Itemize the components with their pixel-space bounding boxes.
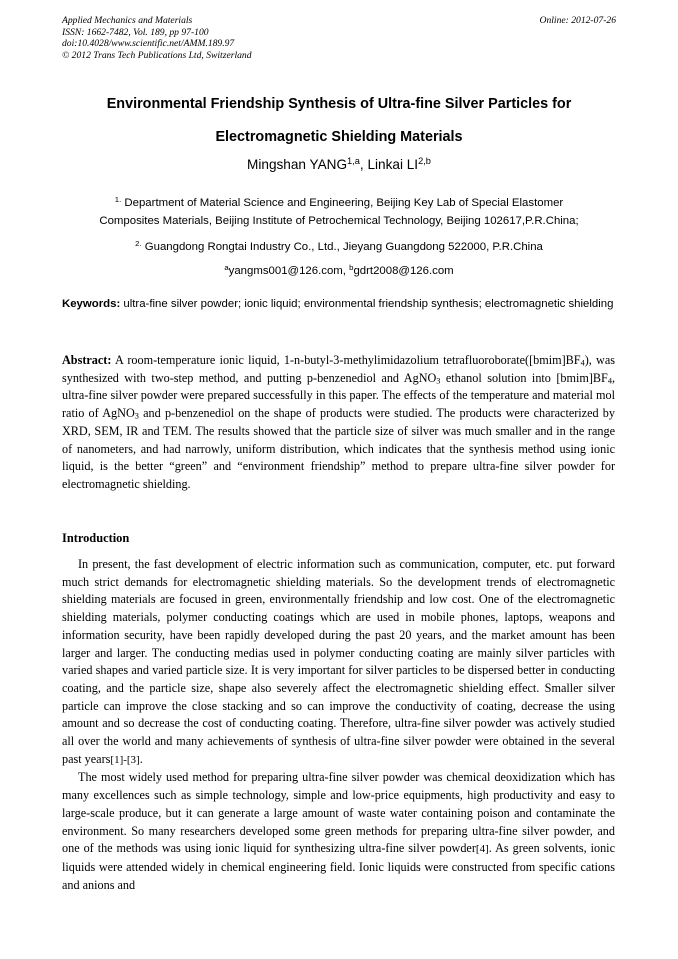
intro-paragraph-1 (62, 556, 615, 769)
email-line (58, 262, 620, 280)
abstract-sub-1: 4 (580, 358, 585, 368)
intro-paragraph-2-continued: . As green solvents, ionic liquids were attended widely in chemical engineering field. Ionic liquids were constructed from specific cations and anions and (62, 841, 615, 892)
keywords-text: ultra-fine silver powder; ionic liquid; environmental friendship synthesis; electromagnetic shielding (120, 298, 614, 310)
email-b: gdrt2008@126.com (353, 265, 454, 277)
author-separator: , (359, 157, 368, 172)
affiliation-1 (58, 194, 620, 230)
author-1-name: Mingshan YANG (247, 157, 348, 172)
title-line-2: Electromagnetic Shielding Materials (215, 129, 463, 145)
abstract-label: Abstract: (62, 353, 112, 367)
keywords-block (62, 296, 615, 313)
author-list (40, 156, 638, 174)
intro-paragraph-2 (62, 769, 615, 894)
introduction-body (62, 556, 615, 894)
abstract-text-5: and p-benzenediol on the shape of products were studied. The products were characterized by XRD, SEM, IR and TEM. The results showed that the particle size of silver was much smaller and in the range of nanometers, and had narrowly, uniform distribution, which indicates that the synthesis method using ionic liquid, is the better “green” and “environment friendship” method to prepare ultra-fine silver powder for electromagnetic shielding. (62, 406, 615, 491)
author-1-affil-mark: 1,a (347, 155, 360, 166)
keywords-label: Keywords: (62, 298, 121, 310)
intro-paragraph-1-end: . (139, 751, 143, 766)
affiliation-2-mark: 2. (135, 238, 142, 248)
online-date: Online: 2012-07-26 (539, 15, 616, 26)
paper-title (40, 88, 638, 154)
abstract-sub-3: 4 (607, 376, 612, 386)
intro-paragraph-2-text: The most widely used method for preparing ultra-fine silver powder was chemical deoxidization which has many excellences such as simple technology, simple and low-price equipments, high productivity and easy to large-scale produce, but it can generate a large amount of waste water containing poison and contaminate the environment. So many researchers developed some green methods for preparing ultra-fine silver powder, and one of the methods was using ionic liquid for synthesizing ultra-fine silver powder (62, 770, 615, 856)
journal-name: Applied Mechanics and Materials (62, 15, 193, 26)
affiliation-1-line-1: Department of Material Science and Engineering, Beijing Key Lab of Special Elastomer (121, 197, 564, 209)
abstract-text-4: , ultra-fine silver powder were prepared successfully in this paper. The effects of the temperature and material mol ratio of AgNO (62, 370, 615, 421)
affiliation-1-line-2: Composites Materials, Beijing Institute of Petrochemical Technology, Beijing 102617,P.R.China; (99, 215, 579, 227)
affiliation-2 (58, 238, 620, 256)
doi-line: doi:10.4028/www.scientific.net/AMM.189.97 (62, 38, 235, 50)
introduction-heading: Introduction (62, 531, 130, 545)
author-2-name: Linkai LI (367, 157, 419, 172)
email-a-mark: a (224, 262, 229, 272)
intro-citation-1: [1]-[3] (110, 753, 140, 766)
abstract-text-2: ), was synthesized with two-step method, and putting p-benzenediol and AgNO (62, 353, 615, 385)
abstract-block (62, 352, 615, 494)
affiliation-2-text: Guangdong Rongtai Industry Co., Ltd., Jieyang Guangdong 522000, P.R.China (141, 241, 543, 253)
abstract-text-1: A room-temperature ionic liquid, 1-n-butyl-3-methylimidazolium tetrafluoroborate([bmim]BF (111, 353, 581, 367)
copyright-line: © 2012 Trans Tech Publications Ltd, Switzerland (62, 49, 252, 61)
email-b-mark: b (349, 262, 354, 272)
intro-citation-2: [4] (475, 843, 489, 856)
title-line-1: Environmental Friendship Synthesis of Ultra-fine Silver Particles for (106, 96, 572, 112)
page-header (62, 15, 616, 61)
abstract-sub-4: 3 (134, 411, 139, 421)
affiliation-1-mark: 1. (114, 194, 122, 204)
email-a: yangms001@126.com, (228, 265, 350, 277)
author-2-affil-mark: 2,b (418, 155, 431, 166)
issn-line: ISSN: 1662-7482, Vol. 189, pp 97-100 (62, 26, 209, 38)
abstract-text-3: ethanol solution into [bmim]BF (440, 370, 608, 385)
intro-paragraph-1-text: In present, the fast development of electric information such as communication, computer, etc. put forward much strict demands for electromagnetic shielding materials. So the development trends of electromagnetic shielding materials are focused in green, environmentally friendship and low cost. One of the electromagnetic shielding materials, polymer conducting coatings which are used in mobile phones, laptops, weapons and information security, have been rapidly developed during the past 20 years, and the market amount has been larger and larger. The conducting medias used in polymer conducting coating are mainly silver particles with varied shapes and varied particle size. It is very important for silver particles to be dispersed better in conducting coating, and the particle size, shape also severely affect the electromagnetic shielding effect. Smaller silver particle can improve the close stacking and so can improve the conductivity of coating, decrease the using amount and so decrease the cost of conducting coating. Therefore, ultra-fine silver powder was actively studied all over the world and many achievements of synthesis of ultra-fine silver powder were obtained in the several past years (62, 557, 615, 766)
abstract-sub-2: 3 (436, 376, 441, 386)
